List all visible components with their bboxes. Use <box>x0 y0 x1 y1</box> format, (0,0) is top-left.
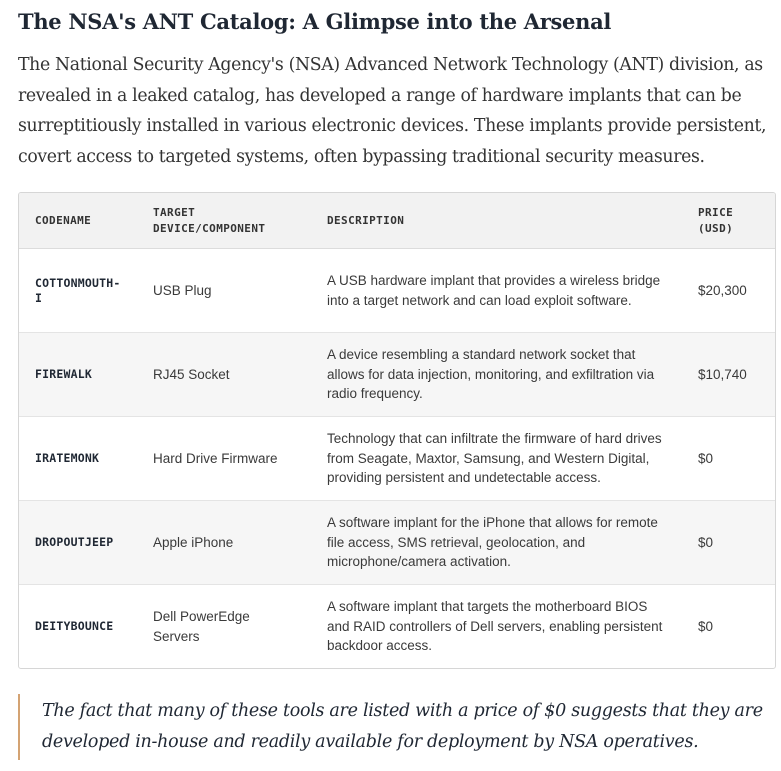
article <box>0 0 781 172</box>
cell-codename: FIREWALK <box>19 333 137 417</box>
cell-target: RJ45 Socket <box>137 333 311 417</box>
cell-target: Apple iPhone <box>137 501 311 585</box>
cell-target: USB Plug <box>137 249 311 333</box>
cell-price: $10,740 <box>682 333 775 417</box>
cell-target: Dell PowerEdge Servers <box>153 609 250 644</box>
table-row <box>19 249 775 333</box>
cell-price: $0 <box>698 618 714 634</box>
table-header-row <box>19 193 775 249</box>
header-codename: CODENAME <box>19 193 137 249</box>
cell-codename: COTTONMOUTH-I <box>19 249 137 333</box>
cell-codename: DROPOUTJEEP <box>19 501 137 585</box>
cell-price: $20,300 <box>682 249 775 333</box>
table-row <box>19 585 775 669</box>
pull-quote: The fact that many of these tools are listed with a price of $0 suggests that they are developed in-house and readily available for deployment by NSA operatives. <box>18 694 772 760</box>
cell-codename: IRATEMONK <box>19 417 137 501</box>
cell-description: Technology that can infiltrate the firmware of hard drives from Seagate, Maxtor, Samsung, and Western Digital, providing persistent and undetectable access. <box>311 417 682 501</box>
cell-description: A USB hardware implant that provides a wireless bridge into a target network and can load exploit software. <box>311 249 682 333</box>
cell-codename: DEITYBOUNCE <box>35 619 114 633</box>
ant-catalog-table <box>18 192 776 669</box>
header-price: PRICE (USD) <box>682 193 775 249</box>
cell-target: Hard Drive Firmware <box>137 417 311 501</box>
intro-paragraph: The National Security Agency's (NSA) Advanced Network Technology (ANT) division, as revealed in a leaked catalog, has developed a range of hardware implants that can be surreptitiously installed in various electronic devices. These implants provide persistent, covert access to targeted systems, often bypassing traditional security measures. <box>18 55 767 167</box>
cell-description: A software implant for the iPhone that allows for remote file access, SMS retrieval, geolocation, and microphone/camera activation. <box>311 501 682 585</box>
table-row <box>19 501 775 585</box>
page-title: The NSA's ANT Catalog: A Glimpse into the Arsenal <box>18 9 612 34</box>
table-row <box>19 333 775 417</box>
cell-price: $0 <box>682 417 775 501</box>
cell-description: A device resembling a standard network socket that allows for data injection, monitoring, and exfiltration via radio frequency. <box>311 333 682 417</box>
table-row <box>19 417 775 501</box>
cell-description: A software implant that targets the motherboard BIOS and RAID controllers of Dell servers, enabling persistent backdoor access. <box>327 599 663 654</box>
header-target: TARGET DEVICE/COMPONENT <box>137 193 311 249</box>
cell-price: $0 <box>682 501 775 585</box>
header-description: DESCRIPTION <box>311 193 682 249</box>
